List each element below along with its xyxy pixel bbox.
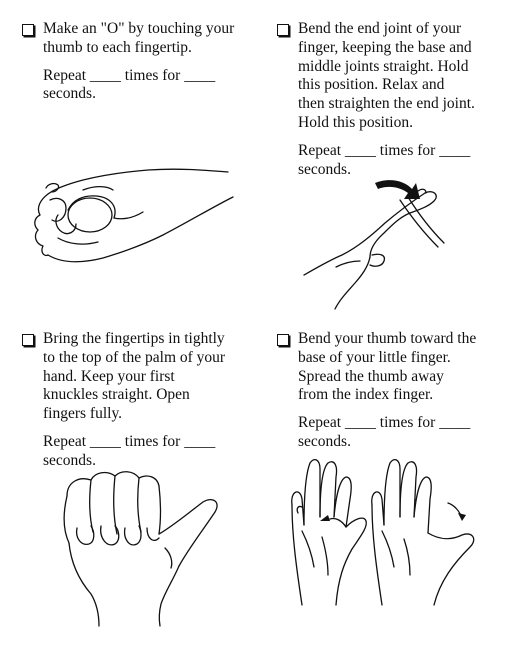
exercise-1-repeat: Repeat ____ times for ____ seconds. [43, 66, 216, 103]
exercise-3-instruction: Bring the fingertips in tightly to the top of the palm of your hand. Keep your first knuckles straight. Open fingers fully. [43, 330, 226, 423]
hand-fist-hook-icon [55, 468, 225, 628]
checkbox-icon [22, 24, 34, 36]
exercise-2-instruction: Bend the end joint of your finger, keeping the base and middle joints straight. Hold this position. Relax and then straighten the end joint. Hold this position. [298, 20, 475, 131]
exercise-4-instruction: Bend your thumb toward the base of your little finger. Spread the thumb away from the index finger. [298, 330, 477, 404]
hand-o-shape-icon [28, 160, 253, 275]
checkbox-icon [277, 24, 289, 36]
thumb-opposition-icon [288, 455, 493, 610]
exercise-3-item [22, 330, 272, 424]
exercise-4-repeat: Repeat ____ times for ____ seconds. [298, 414, 471, 450]
checkbox-icon [22, 334, 34, 346]
finger-end-joint-bend-icon [300, 175, 460, 310]
exercise-4 [277, 330, 527, 452]
right-hand-drawing [372, 460, 474, 605]
exercise-3 [22, 330, 272, 471]
exercise-1 [22, 20, 272, 104]
exercise-2-repeat: Repeat ____ times for ____ seconds. [298, 141, 471, 178]
exercise-3-repeat: Repeat ____ times for ____ seconds. [43, 432, 216, 469]
left-hand-drawing [292, 460, 367, 605]
checkbox-icon [277, 334, 289, 346]
exercise-1-item [22, 20, 272, 58]
exercise-2-item [277, 20, 527, 133]
exercise-1-instruction: Make an "O" by touching your thumb to each fingertip. [43, 20, 235, 56]
exercise-4-item [277, 330, 527, 405]
exercise-2 [277, 20, 527, 179]
